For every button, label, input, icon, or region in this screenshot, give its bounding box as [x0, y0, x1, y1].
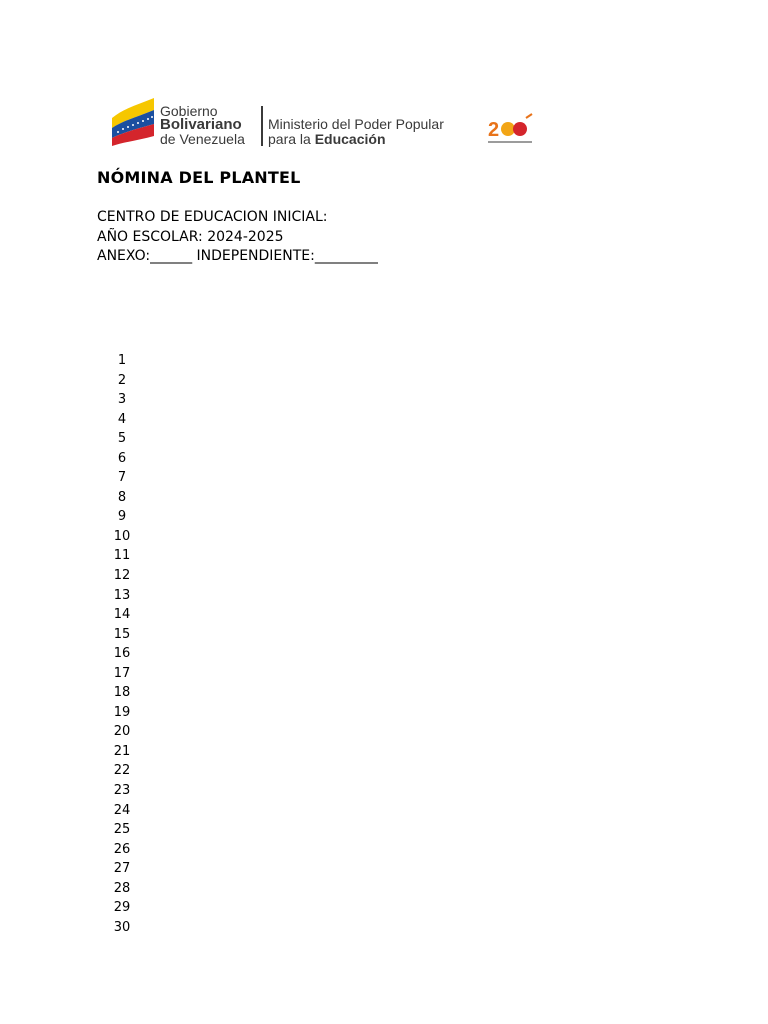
- ministerio-line1: Ministerio del Poder Popular: [268, 116, 444, 132]
- ministerio-wordmark: [268, 117, 444, 147]
- row-number: 19: [113, 704, 131, 720]
- row-number: 26: [113, 841, 131, 857]
- row-number: 23: [113, 783, 131, 799]
- row-number: 2: [117, 372, 127, 388]
- gobierno-line2: Bolivariano: [160, 116, 242, 133]
- venezuela-flag-logo: [110, 96, 158, 146]
- gobierno-line3: de Venezuela: [160, 131, 245, 147]
- row-number: 7: [117, 470, 127, 486]
- row-number: 24: [113, 802, 131, 818]
- row-number: 30: [113, 919, 131, 935]
- row-number: 17: [113, 665, 131, 681]
- row-number: 20: [113, 724, 131, 740]
- anexo-label: ANEXO:______ INDEPENDIENTE:_________: [97, 248, 378, 264]
- gobierno-wordmark: [160, 104, 245, 146]
- gobierno-line1: Gobierno: [160, 103, 218, 119]
- row-number: 21: [113, 743, 131, 759]
- document-info: [97, 208, 378, 267]
- anio-escolar-label: AÑO ESCOLAR: 2024-2025: [97, 228, 284, 245]
- row-number: 29: [113, 900, 131, 916]
- row-number: 3: [117, 392, 127, 408]
- row-number: 28: [113, 880, 131, 896]
- row-number: 22: [113, 763, 131, 779]
- row-number: 1: [117, 353, 127, 368]
- row-number: 13: [113, 587, 131, 603]
- header-banner: [110, 96, 540, 148]
- ministerio-line2-prefix: para la: [268, 131, 315, 147]
- row-number: 18: [113, 685, 131, 701]
- row-number: 8: [117, 489, 127, 505]
- row-number: 9: [117, 509, 127, 525]
- row-number: 14: [113, 607, 131, 623]
- document-title: NÓMINA DEL PLANTEL: [97, 168, 301, 187]
- header-divider: [261, 106, 263, 146]
- centro-label: CENTRO DE EDUCACION INICIAL:: [97, 209, 328, 225]
- row-number-list: [97, 351, 133, 937]
- row-number: 4: [117, 411, 127, 427]
- row-number: 12: [113, 568, 131, 584]
- ministerio-line2: [268, 132, 444, 147]
- ministerio-line2-bold: Educación: [314, 131, 386, 147]
- row-number: 11: [113, 548, 131, 564]
- row-number: 6: [117, 450, 127, 466]
- row-number: 16: [113, 646, 131, 662]
- row-number: 25: [113, 822, 131, 838]
- row-number: 10: [113, 528, 131, 544]
- row-number: 27: [113, 861, 131, 877]
- row-number: 15: [113, 626, 131, 642]
- bicentenario-logo: [486, 112, 536, 148]
- svg-text:2: 2: [488, 119, 500, 141]
- row-number: 5: [117, 431, 127, 447]
